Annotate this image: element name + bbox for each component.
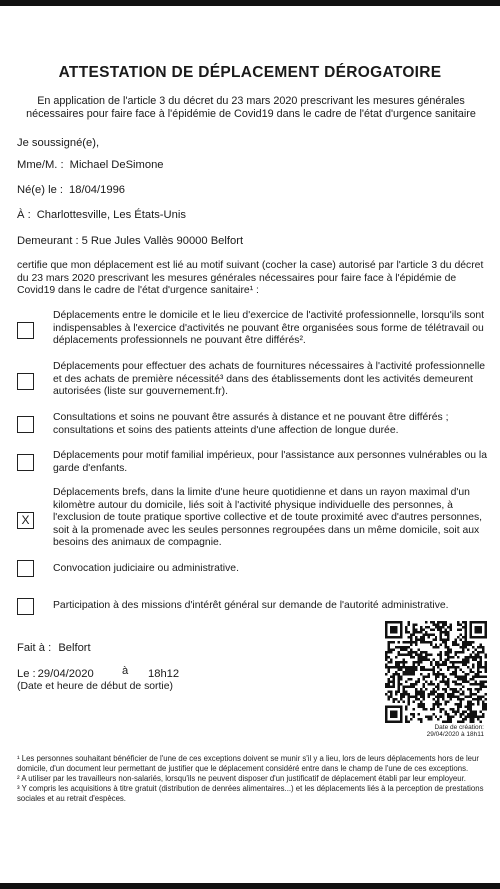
option-checkbox[interactable] — [17, 560, 34, 577]
a-label: à — [122, 665, 129, 677]
fait-a-label: Fait à : — [17, 642, 52, 654]
creation-date — [380, 724, 484, 738]
footnote-3: ³ Y compris les acquisitions à titre gratuit (distribution de denrées alimentaires...) et les déplacements liés à la perception de prestations sociales et au retrait d'espèces. — [17, 784, 484, 803]
creation-value: 29/04/2020 à 18h11 — [426, 731, 484, 738]
address-value: 5 Rue Jules Vallès 90000 Belfort — [81, 235, 244, 247]
qr-finder-pattern — [385, 621, 402, 638]
option-text: Consultations et soins ne pouvant être assurés à distance et ne pouvant être différés ; consultations et soins des patients atteints d'une affection de longue durée. — [53, 412, 449, 436]
top-edge-bar — [0, 0, 500, 6]
fait-a-value: Belfort — [58, 642, 91, 654]
qr-finder-pattern — [470, 621, 487, 638]
option-checkbox[interactable]: X — [17, 512, 34, 529]
intro-paragraph: En application de l'article 3 du décret du 23 mars 2020 prescrivant les mesures générales nécessaires pour faire face à l'épidémie de Covid19 dans le cadre de l'état d'urgence sanitaire — [26, 95, 476, 120]
birthplace-label: À : — [17, 209, 31, 221]
footnote-2: ² A utiliser par les travailleurs non-salariés, lorsqu'ils ne peuvent disposer d'un justificatif de déplacement établi par leur employeur. — [17, 774, 466, 783]
fait-a-field — [17, 642, 91, 654]
name-field — [17, 159, 164, 171]
bottom-edge-bar — [0, 883, 500, 889]
address-label: Demeurant : — [17, 235, 79, 247]
name-label: Mme/M. : — [17, 159, 64, 171]
name-value: Michael DeSimone — [69, 159, 164, 171]
option-text: Participation à des missions d'intérêt général sur demande de l'autorité administrative. — [53, 600, 449, 611]
qr-finder-pattern — [385, 706, 402, 723]
option-text: Déplacements brefs, dans la limite d'une heure quotidienne et dans un rayon maximal d'un kilomètre autour du domicile, liés soit à l'activité physique individuelle des personnes, à l'exclusion de toute pratique sportive collective et de toute proximité avec d'autres personnes, soit à la promenade avec les seules personnes regroupées dans un même domicile, soit aux besoins des animaux de compagnie. — [53, 487, 483, 549]
option-checkbox[interactable] — [17, 598, 34, 615]
soussigne-line: Je soussigné(e), — [17, 137, 100, 149]
option-checkbox[interactable] — [17, 373, 34, 390]
qr-code — [385, 621, 487, 723]
footnote-1: ¹ Les personnes souhaitant bénéficier de l'une de ces exceptions doivent se munir s'il y a lieu, lors de leurs déplacements hors de leur domicile, d'un document leur permettant de justifier que le déplacement considéré entre dans le champ de l'une de ces exceptions. — [17, 754, 479, 773]
address-field — [17, 235, 243, 247]
birthplace-field — [17, 209, 186, 221]
document-title: ATTESTATION DE DÉPLACEMENT DÉROGATOIRE — [58, 64, 442, 81]
footnotes — [17, 754, 487, 804]
birthdate-value: 18/04/1996 — [69, 184, 126, 196]
option-text: Déplacements entre le domicile et le lieu d'exercice de l'activité professionnelle, lorsqu'ils sont indispensables à l'exercice d'activités ne pouvant être organisées sous forme de télétravail ou déplacements professionnels ne pouvant être différés². — [53, 310, 485, 347]
birthdate-field — [17, 184, 125, 196]
option-checkbox[interactable] — [17, 416, 34, 433]
option-checkbox[interactable] — [17, 454, 34, 471]
birthdate-label: Né(e) le : — [17, 184, 64, 196]
birthplace-value: Charlottesville, Les États-Unis — [36, 209, 186, 221]
option-text: Déplacements pour effectuer des achats de fournitures nécessaires à l'activité professionnelle et des achats de première nécessité³ dans des établissements dont les activités demeurent autorisées (liste sur gouvernement.fr). — [53, 361, 486, 398]
time-value: 18h12 — [148, 668, 180, 680]
option-text: Convocation judiciaire ou administrative. — [53, 563, 239, 574]
le-label: Le : — [17, 668, 36, 680]
date-time-note: (Date et heure de début de sortie) — [17, 681, 173, 692]
option-text: Déplacements pour motif familial impérieux, pour l'assistance aux personnes vulnérables ou la garde d'enfants. — [53, 450, 487, 474]
date-value: 29/04/2020 — [37, 668, 94, 680]
option-checkbox[interactable] — [17, 322, 34, 339]
certify-paragraph: certifie que mon déplacement est lié au motif suivant (cocher la case) autorisé par l'article 3 du décret du 23 mars 2020 prescrivant les mesures générales nécessaires pour faire face à l'épidémie de Covid19 dans le cadre de l'état d'urgence sanitaire¹ : — [17, 260, 484, 297]
creation-label: Date de création: — [434, 724, 484, 731]
date-time-field — [17, 665, 180, 680]
